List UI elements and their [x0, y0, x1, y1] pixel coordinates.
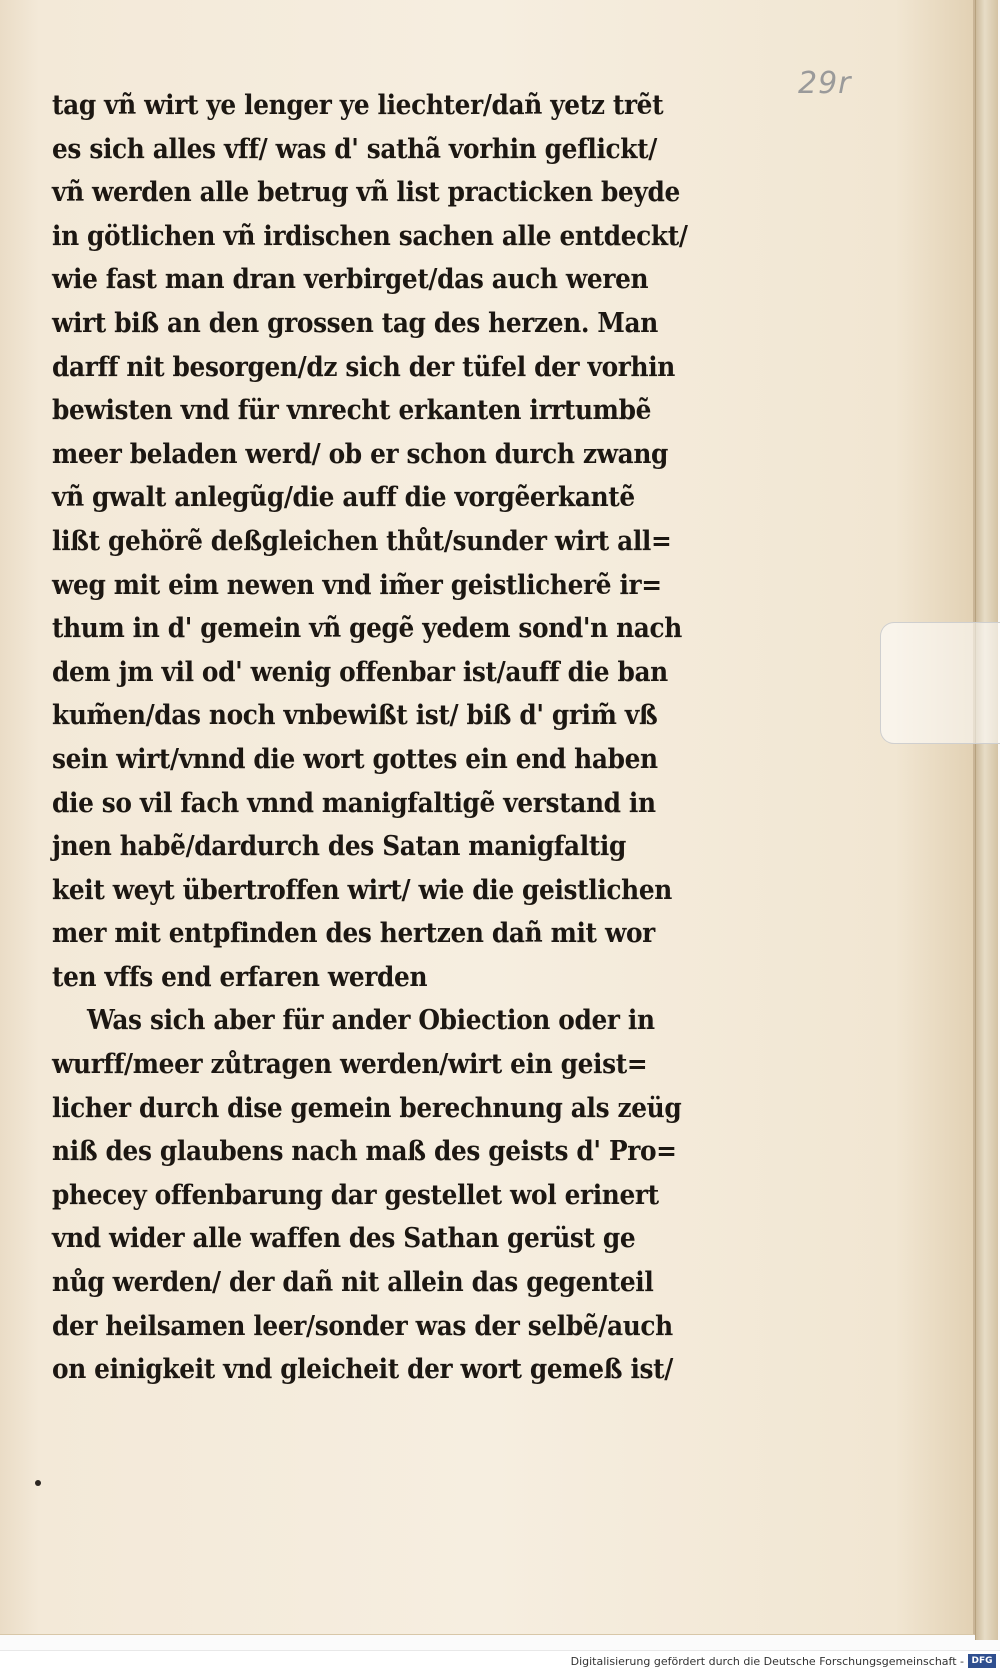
- text-line: lißt gehörẽ deßgleichen thůt/sunder wirt all=: [52, 525, 672, 557]
- text-line: nůg werden/ der dañ nit allein das gegenteil: [52, 1267, 654, 1299]
- text-line: jnen habẽ/dardurch des Satan manigfaltig: [52, 831, 626, 863]
- text-line: darff nit besorgen/dz sich der tüfel der vorhin: [52, 351, 675, 383]
- text-line: vnd wider alle waffen des Sathan gerüst ge: [52, 1223, 636, 1255]
- folio-number: 29r: [798, 66, 852, 101]
- text-line: ten vffs end erfaren werden: [52, 961, 428, 993]
- text-line: on einigkeit vnd gleicheit der wort gemeß ist/: [52, 1354, 673, 1386]
- funding-credit: Digitalisierung gefördert durch die Deutsche Forschungsgemeinschaft -: [570, 1655, 964, 1668]
- text-line: in götlichen vñ irdischen sachen alle entdeckt/: [52, 220, 688, 252]
- page-edge: [975, 0, 998, 1640]
- text-line: thum in d' gemein vñ gegẽ yedem sond'n nach: [52, 613, 682, 645]
- printed-text-block: [52, 84, 772, 1392]
- text-line: es sich alles vff/ was d' sathã vorhin geflickt/: [52, 133, 657, 165]
- text-line: Was sich aber für ander Obiection oder in: [86, 1005, 655, 1037]
- text-line: die so vil fach vnnd manigfaltigẽ verstand in: [52, 787, 656, 819]
- text-line: kum̃en/das noch vnbewißt ist/ biß d' grim̃ vß: [52, 700, 658, 732]
- text-line: wie fast man dran verbirget/das auch weren: [52, 264, 649, 296]
- text-line: vñ gwalt anlegũg/die auff die vorgẽerkantẽ: [52, 482, 635, 514]
- text-line: phecey offenbarung dar gestellet wol erinert: [52, 1179, 659, 1211]
- text-line: niß des glaubens nach maß des geists d' Pro=: [52, 1136, 677, 1168]
- text-line: keit weyt übertroffen wirt/ wie die geistlichen: [52, 874, 672, 906]
- text-line: der heilsamen leer/sonder was der selbẽ/auch: [52, 1310, 673, 1342]
- text-line: mer mit entpfinden des hertzen dañ mit wor: [52, 918, 655, 950]
- text-line: sein wirt/vnnd die wort gottes ein end haben: [52, 743, 658, 775]
- text-line: meer beladen werd/ ob er schon durch zwang: [52, 438, 669, 470]
- page-clip: [880, 622, 1000, 744]
- text-line: wirt biß an den grossen tag des herzen. Man: [52, 307, 658, 339]
- text-line: tag vñ wirt ye lenger ye liechter/dañ yetz trẽt: [52, 90, 664, 121]
- text-line: vñ werden alle betrug vñ list practicken beyde: [52, 177, 680, 209]
- text-line: licher durch dise gemein berechnung als zeüg: [52, 1092, 682, 1124]
- text-line: bewisten vnd für vnrecht erkanten irrtumbẽ: [52, 395, 652, 427]
- text-line: weg mit eim newen vnd im̃er geistlicherẽ ir=: [52, 569, 662, 601]
- ink-spot: [35, 1480, 41, 1486]
- dfg-logo: DFG: [968, 1654, 996, 1668]
- text-line: wurff/meer zůtragen werden/wirt ein geist=: [52, 1049, 648, 1081]
- footer-bar: [0, 1650, 1000, 1673]
- text-line: dem jm vil od' wenig offenbar ist/auff die ban: [52, 656, 668, 688]
